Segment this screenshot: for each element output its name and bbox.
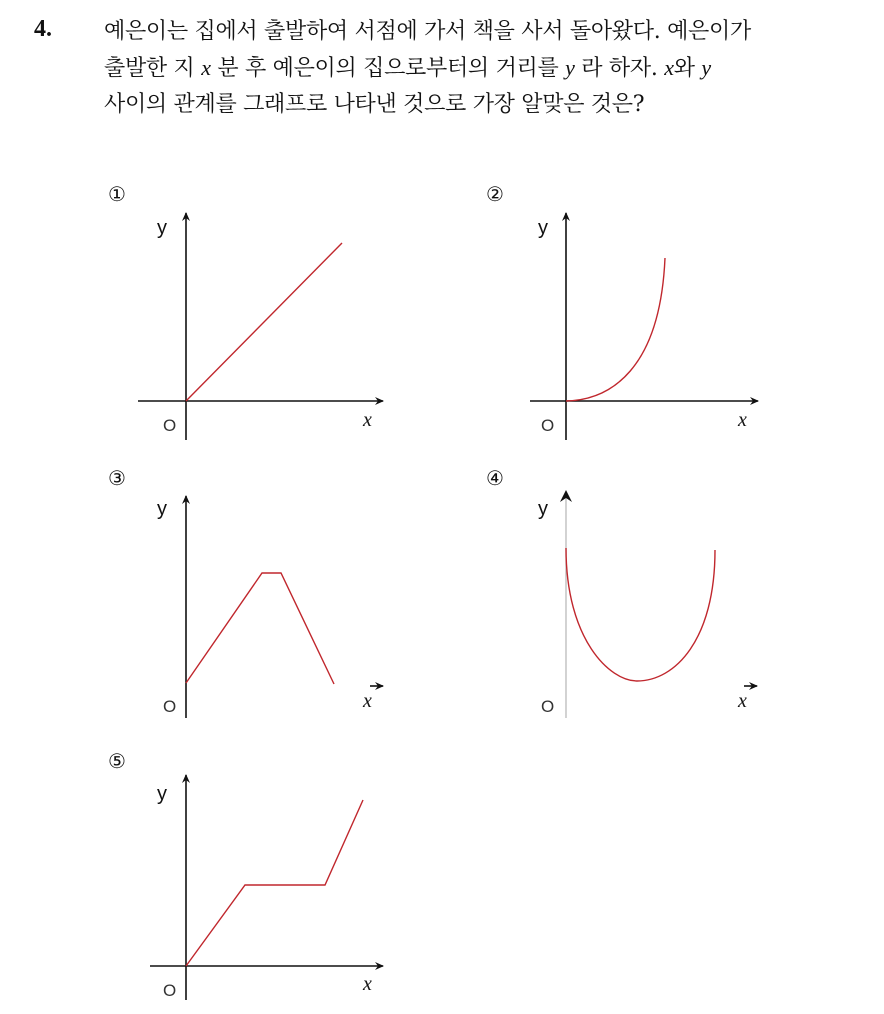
choice-3-origin-label: O	[163, 697, 177, 716]
choice-5-graph[interactable]	[108, 749, 383, 1000]
question-line-3: 사이의 관계를 그래프로 나타낸 것으로 가장 알맞은 것은?	[104, 92, 645, 117]
choice-3-curve	[186, 573, 334, 684]
choice-1-x-label: x	[363, 409, 372, 431]
question-number: 4.	[34, 16, 52, 42]
choice-4-curve	[566, 548, 715, 681]
choice-5-curve	[186, 800, 363, 966]
choice-5-y-label: y	[157, 783, 167, 805]
question-line-1: 예은이는 집에서 출발하여 서점에 가서 책을 사서 돌아왔다. 예은이가	[104, 19, 751, 44]
choice-3-x-label: x	[363, 690, 372, 712]
var-y: y	[565, 55, 575, 80]
choice-1-origin-label: O	[163, 416, 177, 435]
choice-4-x-label: x	[738, 690, 747, 712]
choice-2-label: ②	[486, 182, 504, 206]
choice-1-label: ①	[108, 182, 126, 206]
question-line-2-part-c: 라 하자.	[574, 56, 665, 81]
var-x-2: x	[664, 55, 674, 80]
var-x: x	[201, 55, 211, 80]
choice-5-x-label: x	[363, 973, 372, 995]
choice-5-label: ⑤	[108, 749, 126, 773]
choice-3-y-label: y	[157, 498, 167, 520]
question-line-2-part-b: 분 후 예은이의 집으로부터의 거리를	[210, 56, 566, 81]
question-line-2-part-d: 와	[673, 56, 702, 81]
choice-4-origin-label: O	[541, 697, 555, 716]
choice-5-origin-label: O	[163, 981, 177, 1000]
choice-3-graph[interactable]	[108, 466, 383, 718]
choice-4-y-label: y	[538, 498, 548, 520]
choice-4-graph[interactable]	[486, 466, 757, 718]
var-y-2: y	[701, 55, 711, 80]
choice-4-label: ④	[486, 466, 504, 490]
choice-2-x-label: x	[738, 409, 747, 431]
choice-1-curve	[186, 243, 342, 401]
question-line-2-part-a: 출발한 지	[104, 56, 202, 81]
choice-2-graph[interactable]	[486, 182, 758, 440]
choice-2-curve	[566, 258, 665, 401]
choice-3-label: ③	[108, 466, 126, 490]
choice-1-graph[interactable]	[108, 182, 383, 440]
choice-2-y-label: y	[538, 217, 548, 239]
choice-2-origin-label: O	[541, 416, 555, 435]
choice-1-y-label: y	[157, 217, 167, 239]
